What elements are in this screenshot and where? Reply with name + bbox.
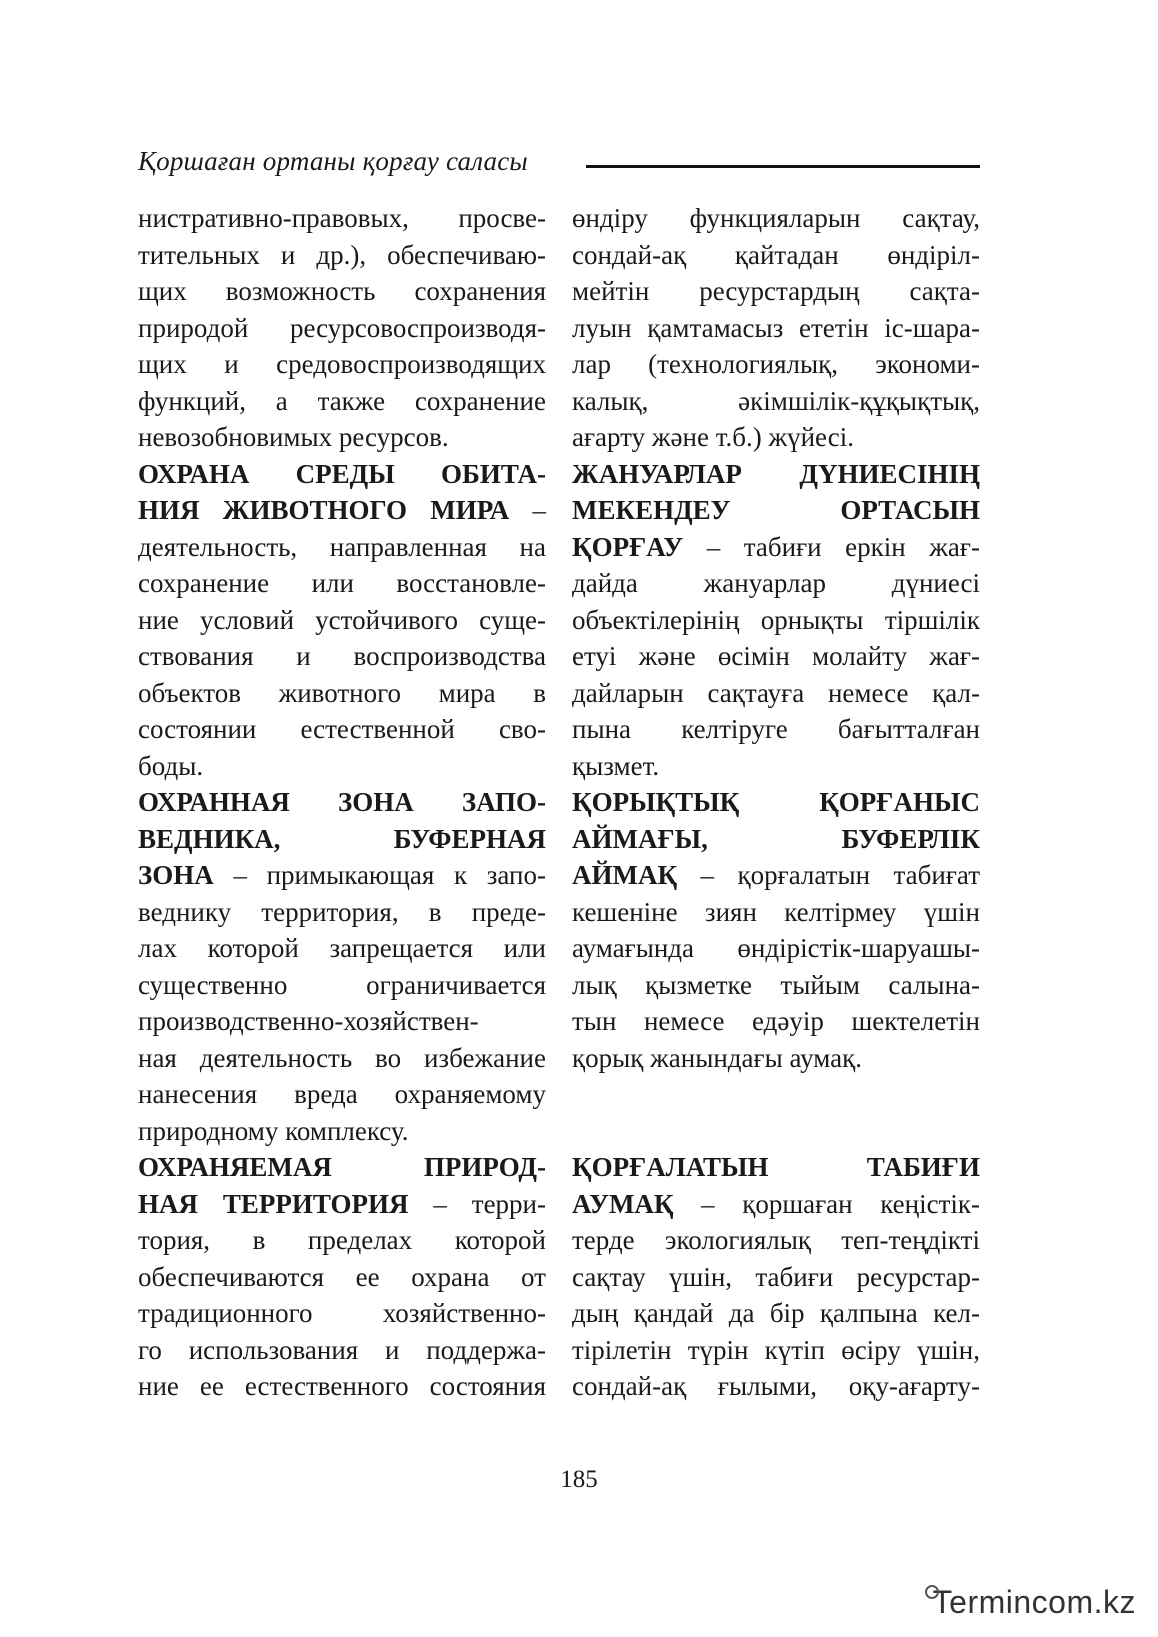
text-line: дайларын сақтауға немесе қал- <box>572 677 980 708</box>
text-line: традиционного хозяйственно- <box>138 1298 546 1328</box>
text-line <box>138 857 546 894</box>
text-line: объектов животного мира в <box>138 677 546 708</box>
text-line: дайда жануарлар дүниесі <box>572 568 980 598</box>
running-header <box>138 146 980 186</box>
text-line: ОХРАНА СРЕДЫ ОБИТА- <box>138 458 546 489</box>
text-line: тительных и др.), обеспечиваю- <box>138 239 546 270</box>
text-line: АЙМАҒЫ, БУФЕРЛІК <box>572 823 980 854</box>
running-head-title: Қоршаған ортаны қорғау саласы <box>138 146 528 176</box>
text-line: тын немесе едәуір шектелетін <box>572 1006 980 1036</box>
text-line: природному комплексу. <box>138 1115 409 1146</box>
text-line: веднику территория, в преде- <box>138 896 546 927</box>
text-line: пына келтіруге бағытталған <box>572 714 980 744</box>
text-line: щих и средовоспроизводящих <box>138 349 546 379</box>
text-line: го использования и поддержа- <box>138 1334 546 1365</box>
text-line <box>138 492 546 529</box>
definition-text: – табиғи еркін жағ- <box>683 531 980 562</box>
text-line: луын қамтамасыз ететін іс-шара- <box>572 312 980 343</box>
text-line: производственно-хозяйствен- <box>138 1006 479 1036</box>
text-line: невозобновимых ресурсов. <box>138 422 449 452</box>
text-line: ағарту және т.б.) жүйесі. <box>572 422 854 452</box>
text-line: қорық жанындағы аумақ. <box>572 1042 862 1073</box>
watermark-mark-icon <box>925 1585 939 1599</box>
text-line: лық қызметке тыйым салына- <box>572 969 980 1000</box>
term-heading: ЗОНА <box>138 860 214 890</box>
term-heading: ҚОРҒАУ <box>572 531 684 562</box>
definition-text: – примыкающая к запо- <box>213 860 546 890</box>
watermark-text: Termincom.kz <box>932 1584 1136 1620</box>
page-number: 185 <box>560 1466 598 1493</box>
term-heading: АЙМАҚ <box>572 860 678 890</box>
text-line: ствования и воспроизводства <box>138 641 546 671</box>
watermark-logo <box>933 1583 1136 1621</box>
text-line: лах которой запрещается или <box>138 933 546 963</box>
definition-text: – терри- <box>408 1188 546 1219</box>
right-column <box>572 200 980 1405</box>
text-line: лар (технологиялық, экономи- <box>572 349 980 379</box>
text-line: щих возможность сохранения <box>138 276 546 306</box>
text-line <box>572 1186 980 1223</box>
text-line: терде экологиялық теп-теңдікті <box>572 1225 980 1255</box>
paragraph-gap <box>572 1076 980 1149</box>
text-line: тірілетін түрін күтіп өсіру үшін, <box>572 1334 980 1365</box>
text-line: өндіру функцияларын сақтау, <box>572 203 980 233</box>
text-line: природой ресурсовоспроизводя- <box>138 312 546 343</box>
text-line: мейтін ресурстардың сақта- <box>572 276 980 306</box>
header-rule <box>586 165 980 168</box>
text-line <box>138 1186 546 1223</box>
text-line: аумағында өндірістік-шаруашы- <box>572 933 980 963</box>
text-line: сондай-ақ ғылыми, оқу-ағарту- <box>572 1371 980 1401</box>
text-line: боды. <box>138 750 204 781</box>
text-line: ОХРАНЯЕМАЯ ПРИРОД- <box>138 1152 546 1182</box>
text-line: дың қандай да бір қалпына кел- <box>572 1298 980 1328</box>
text-line: калық, әкімшілік-құқықтық, <box>572 385 980 416</box>
text-line: деятельность, направленная на <box>138 531 546 562</box>
text-line: қызмет. <box>572 750 660 781</box>
text-line: кешеніне зиян келтірмеу үшін <box>572 896 980 927</box>
text-line <box>572 857 980 894</box>
term-heading: НИЯ ЖИВОТНОГО МИРА <box>138 495 510 525</box>
text-line: нистративно-правовых, просве- <box>138 203 546 233</box>
text-line: сондай-ақ қайтадан өндіріл- <box>572 239 980 270</box>
text-line: ҚОРЫҚТЫҚ ҚОРҒАНЫС <box>572 787 980 817</box>
text-line: ние условий устойчивого суще- <box>138 604 546 635</box>
text-line: ОХРАННАЯ ЗОНА ЗАПО- <box>138 787 546 817</box>
text-line: ная деятельность во избежание <box>138 1042 546 1073</box>
text-line: ҚОРҒАЛАТЫН ТАБИҒИ <box>572 1152 980 1182</box>
text-line: етуі және өсімін молайту жағ- <box>572 641 980 671</box>
definition-text: – қоршаған кеңістік- <box>673 1188 980 1219</box>
text-line: ЖАНУАРЛАР ДҮНИЕСІНІҢ <box>572 458 980 489</box>
definition-text: – қорғалатын табиғат <box>677 860 980 890</box>
text-line: нанесения вреда охраняемому <box>138 1079 546 1109</box>
term-heading: АУМАҚ <box>572 1188 674 1219</box>
text-line: обеспечиваются ее охрана от <box>138 1261 546 1292</box>
text-line: состоянии естественной сво- <box>138 714 546 744</box>
text-line: сохранение или восстановле- <box>138 568 546 598</box>
text-line: ние ее естественного состояния <box>138 1371 546 1401</box>
text-line: сақтау үшін, табиғи ресурстар- <box>572 1261 980 1292</box>
text-line: объектілерінің орнықты тіршілік <box>572 604 980 635</box>
term-heading: НАЯ ТЕРРИТОРИЯ <box>138 1188 409 1219</box>
text-line: тория, в пределах которой <box>138 1225 546 1255</box>
text-line: ВЕДНИКА, БУФЕРНАЯ <box>138 823 546 854</box>
text-line: МЕКЕНДЕУ ОРТАСЫН <box>572 495 980 525</box>
left-column <box>138 200 546 1405</box>
text-line: функций, а также сохранение <box>138 385 546 416</box>
text-line: существенно ограничивается <box>138 969 546 1000</box>
definition-text: – <box>509 495 546 525</box>
text-line <box>572 529 980 566</box>
